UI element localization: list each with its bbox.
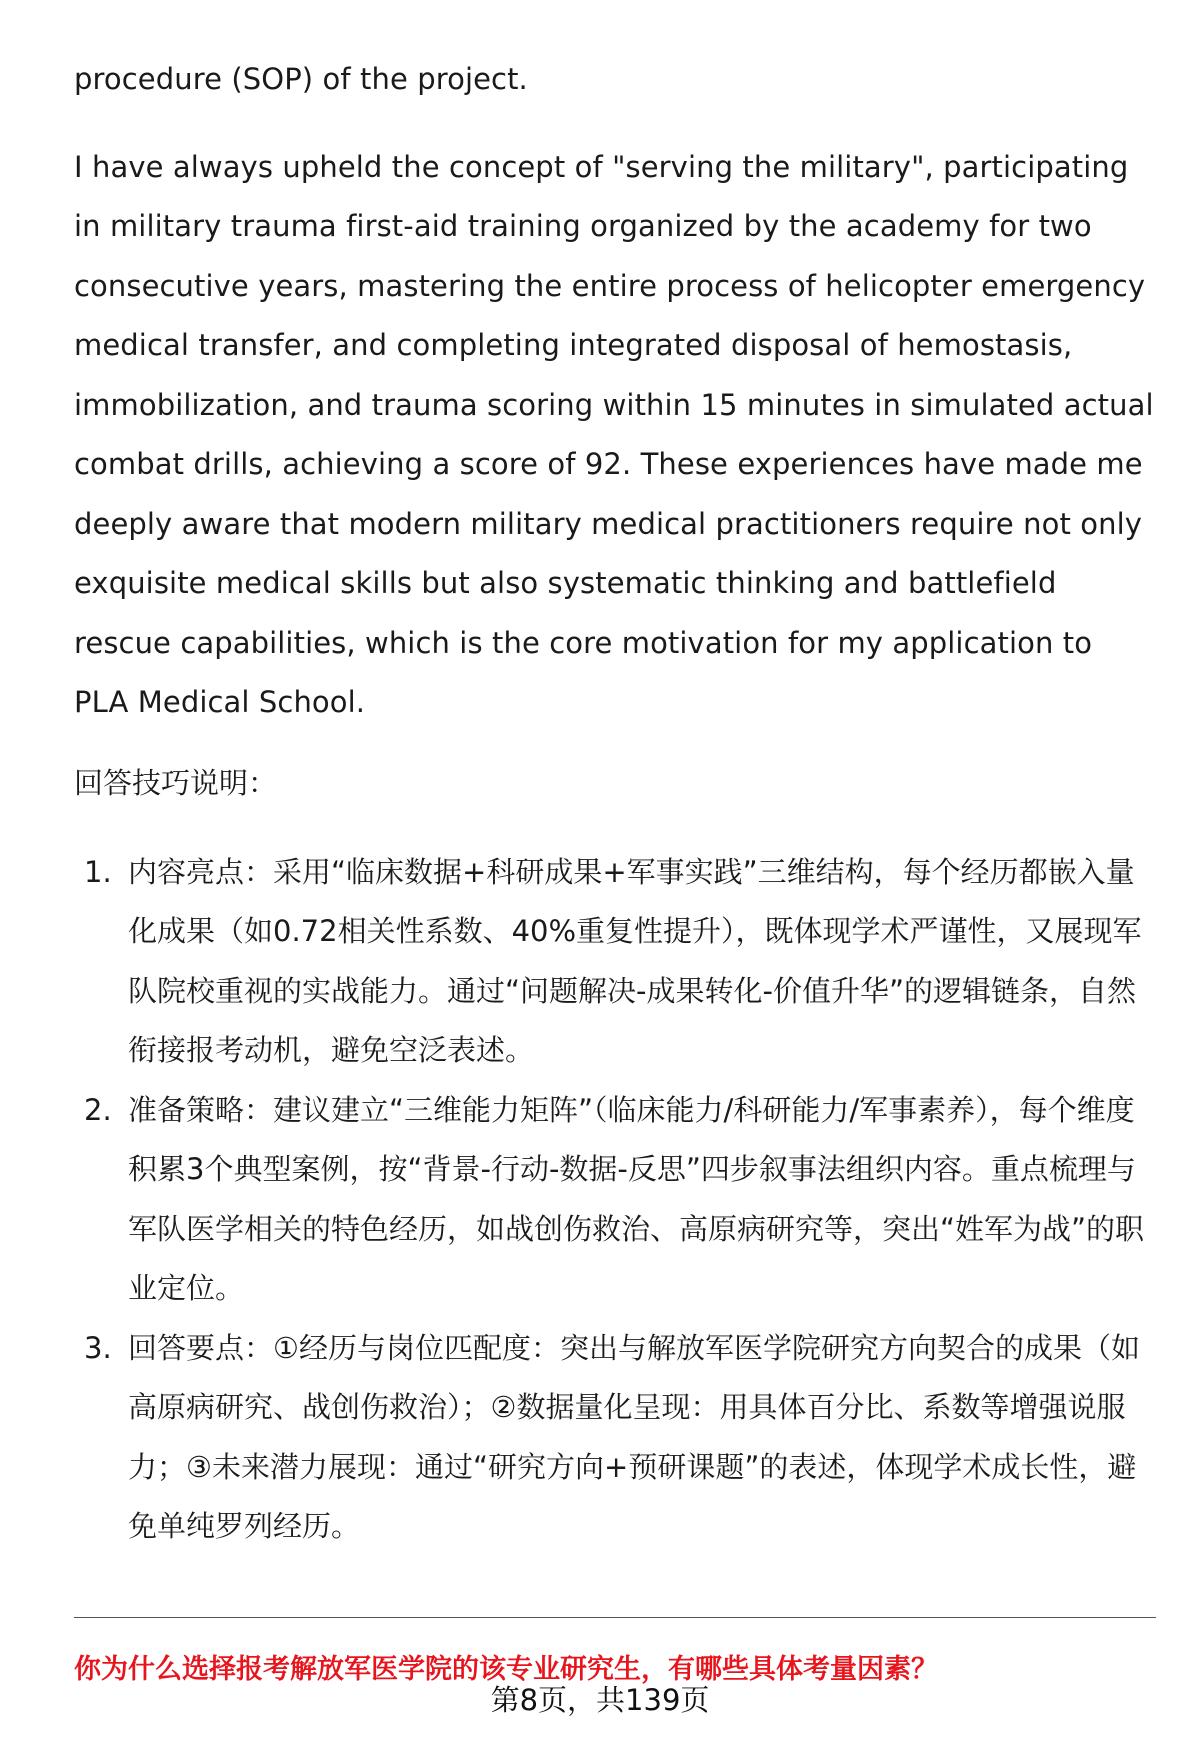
next-question-heading: 你为什么选择报考解放军医学院的该专业研究生，有哪些具体考量因素？ <box>74 1654 938 1685</box>
tip-text: 内容亮点：采用“临床数据+科研成果+军事实践”三维结构，每个经历都嵌入量化成果（如0.72相关性系数、40%重复性提升），既体现学术严谨性，又展现军队院校重视的实战能力。通过“问题解决-成果转化-价值升华”的逻辑链条，自然衔接报考动机，避免空泛表述。 <box>128 854 1142 1067</box>
page-number: 第8页，共139页 <box>490 1683 710 1717</box>
tip-text: 准备策略：建议建立“三维能力矩阵”（临床能力/科研能力/军事素养），每个维度积累3个典型案例，按“背景-行动-数据-反思”四步叙事法组织内容。重点梳理与军队医学相关的特色经历，如战创伤救治、高原病研究等，突出“姓军为战”的职业定位。 <box>128 1092 1145 1305</box>
tip-number: 1. <box>84 854 112 889</box>
document-body <box>74 50 1154 1557</box>
tip-item <box>74 843 1154 1081</box>
tip-number: 2. <box>84 1092 112 1127</box>
tip-text: 回答要点：①经历与岗位匹配度：突出与解放军医学院研究方向契合的成果（如高原病研究、战创伤救治）；②数据量化呈现：用具体百分比、系数等增强说服力；③未来潜力展现：通过“研究方向+预研课题”的表述，体现学术成长性，避免单纯罗列经历。 <box>128 1330 1140 1543</box>
paragraph-sop: procedure (SOP) of the project. <box>74 62 528 96</box>
tips-heading: 回答技巧说明： <box>74 765 278 800</box>
tip-item <box>74 1081 1154 1319</box>
tip-number: 3. <box>84 1330 112 1365</box>
tips-list <box>74 843 1154 1557</box>
tip-item <box>74 1319 1154 1557</box>
paragraph-military-training: I have always upheld the concept of "serving the military", participating in military trauma first-aid training organized by the academy for two consecutive years, mastering the entire process of helicopter emergency medical transfer, and completing integrated disposal of hemostasis, immobilization, and trauma scoring within 15 minutes in simulated actual combat drills, achieving a score of 92. These experiences have made me deeply aware that modern military medical practitioners require not only exquisite medical skills but also systematic thinking and battlefield rescue capabilities, which is the core motivation for my application to PLA Medical School. <box>74 149 1154 719</box>
section-divider <box>74 1617 1156 1618</box>
